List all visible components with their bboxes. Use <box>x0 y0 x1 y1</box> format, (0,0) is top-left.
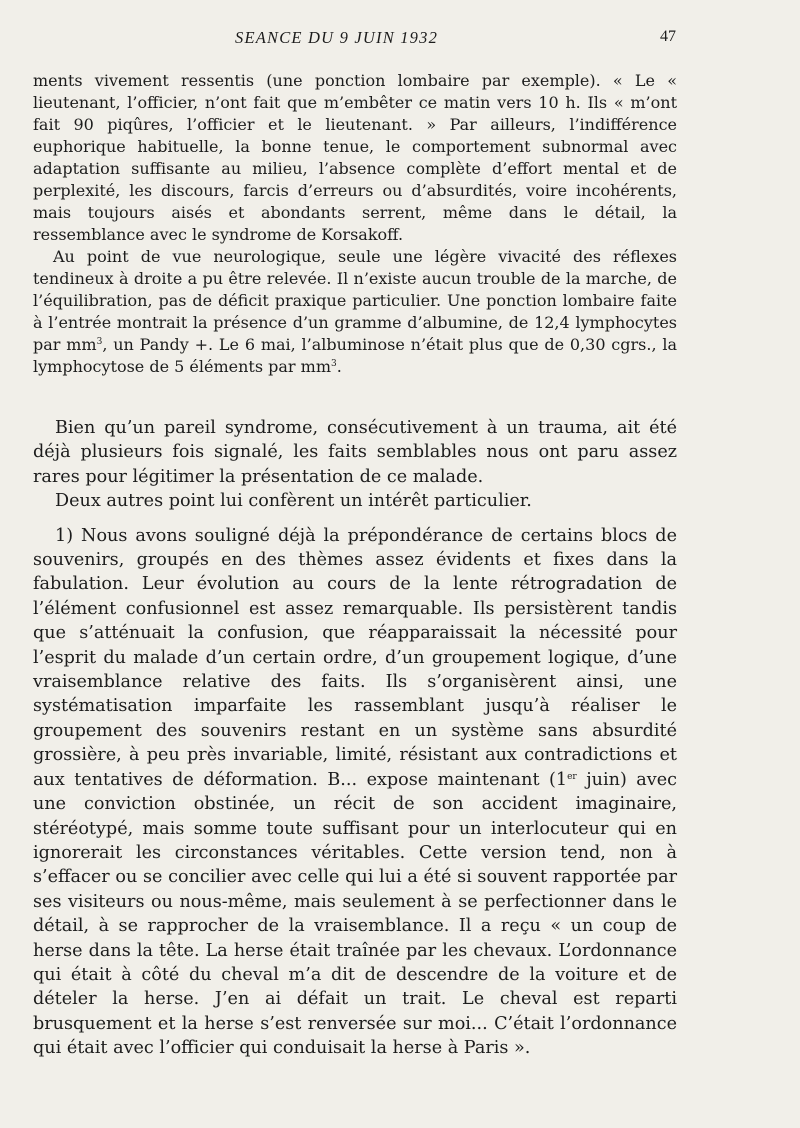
superscript: er <box>567 771 577 782</box>
header-title: SEANCE DU 9 JUIN 1932 <box>235 28 439 47</box>
text-run: , un Pandy +. Le 6 mai, l’albuminose n’était plus que de 0,30 cgrs., la lymphocytose de 5 éléments par mm <box>33 335 678 376</box>
superscript: 3 <box>330 359 337 369</box>
text-run: . <box>336 357 342 376</box>
superscript: 3 <box>96 337 103 347</box>
case-report-section <box>33 70 677 378</box>
discussion-section <box>33 416 677 1061</box>
paragraph-clinical-description: ments vivement ressentis (une ponction lombaire par exemple). « Le « lieutenant, l’officier, n’ont fait que m’embêter ce matin vers 10 h. Ils « m’ont fait 90 piqûres, l’officier et le lieutenant. » Par ailleurs, l’indifférence euphorique habituelle, la bonne tenue, le comportement subnormal avec adaptation suffisante au milieu, l’absence complète d’effort mental et de perplexité, les discours, farcis d’erreurs ou d’absurdités, voire incohérents, mais toujours aisés et abondants serrent, même dans le détail, la ressemblance avec le syndrome de Korsakoff. <box>33 71 677 244</box>
paragraph-two-points: Deux autres point lui confèrent un intérêt particulier. <box>55 491 532 512</box>
running-header <box>30 28 676 50</box>
text-run: 1) Nous avons souligné déjà la prépondérance de certains blocs de souvenirs, groupés en des thèmes assez évidents et fixes dans la fabulation. Leur évolution au cours de la lente rétrogradation de l’élément confusionnel est assez remarquable. Ils persistèrent tandis que s’atténuait la confusion, que réapparaissait la nécessité pour l’esprit du malade d’un certain ordre, d’un groupement logique, d’une vraisemblance relative des faits. Ils s’organisèrent ainsi, une systématisation imparfaite les rassemblant jusqu’à réaliser le groupement des souvenirs restant en un système sans absurdité grossière, à peu près invariable, limité, résistant aux contradictions et aux tentatives de déformation. B... expose maintenant (1 <box>33 525 677 790</box>
page-number: 47 <box>660 28 676 45</box>
paragraph-neurological-findings <box>33 246 677 378</box>
paragraph-rarity: Bien qu’un pareil syndrome, consécutivement à un trauma, ait été déjà plusieurs fois signalé, les faits semblables nous ont paru assez rares pour légitimer la présentation de ce malade. <box>33 418 677 487</box>
text-run: Au point de vue neurologique, seule une légère vivacité des réflexes tendineux à droite a pu être relevée. Il n’existe aucun trouble de la marche, de l’équilibration, pas de déficit praxique particulier. Une ponction lombaire faite à l’entrée montrait la présence d’un gramme d’albumine, de 12,4 lymphocytes par mm <box>33 247 677 354</box>
text-run: juin) avec une conviction obstinée, un récit de son accident imaginaire, stéréotypé, mais somme toute suffisant pour un interlocuteur qui en ignorerait les circonstances véritables. Cette version tend, non à s’effacer ou se concilier avec celle qui lui a été si souvent rapportée par ses visiteurs ou nous-même, mais seulement à se perfectionner dans le détail, à se rapprocher de la vraisemblance. Il a reçu « un coup de herse dans la tête. La herse était traînée par les chevaux. L’ordonnance qui était à côté du cheval m’a dit de descendre de la voiture et de dételer la herse. J’en ai défait un trait. Le cheval est reparti brusquement et la herse s’est renversée sur moi... C’était l’ordonnance qui était avec l’officier qui conduisait la herse à Paris ». <box>33 769 677 1059</box>
paragraph-point-one <box>33 524 677 1061</box>
